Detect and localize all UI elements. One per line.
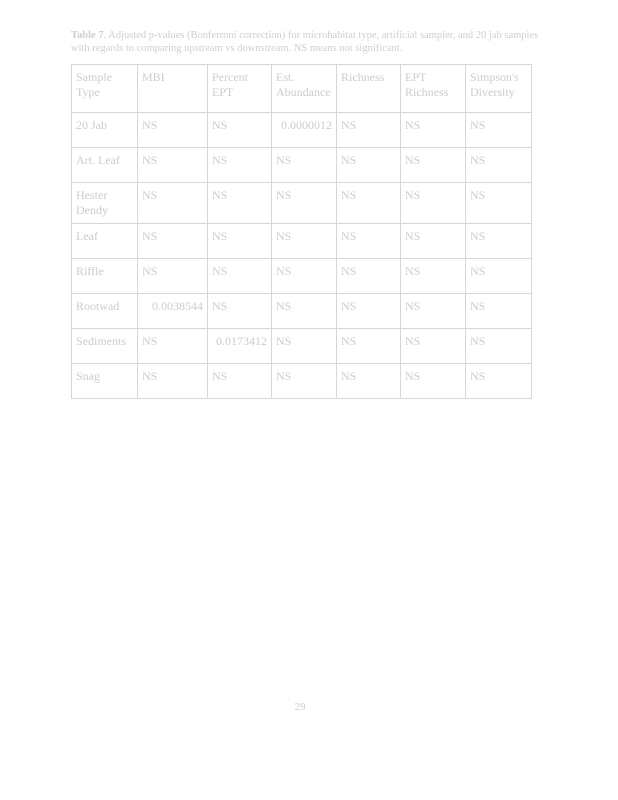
table-cell: NS <box>138 364 208 399</box>
column-header: EPT Richness <box>401 65 466 113</box>
table-cell: NS <box>401 183 466 224</box>
table-cell: NS <box>208 259 272 294</box>
table-cell: NS <box>401 113 466 148</box>
column-header: Simpson's Diversity <box>466 65 532 113</box>
table-cell: NS <box>401 329 466 364</box>
table-cell: Snag <box>72 364 138 399</box>
table-row <box>72 259 532 294</box>
table-cell: NS <box>208 364 272 399</box>
table-cell: NS <box>208 183 272 224</box>
table-cell: NS <box>138 329 208 364</box>
table-cell: Art. Leaf <box>72 148 138 183</box>
table-row <box>72 224 532 259</box>
table-row <box>72 294 532 329</box>
table-cell: NS <box>466 113 532 148</box>
table-cell: NS <box>337 113 401 148</box>
column-header: Percent EPT <box>208 65 272 113</box>
table-caption <box>71 29 541 55</box>
table-row <box>72 113 532 148</box>
table-cell: NS <box>337 224 401 259</box>
table-cell: NS <box>138 148 208 183</box>
table-cell: 0.0173412 <box>208 329 272 364</box>
table-cell: Hester Dendy <box>72 183 138 224</box>
table-row <box>72 183 532 224</box>
table-cell: NS <box>337 259 401 294</box>
table-cell: NS <box>337 364 401 399</box>
table-cell: 0.0038544 <box>138 294 208 329</box>
table-cell: NS <box>272 294 337 329</box>
table-cell: NS <box>337 329 401 364</box>
table-cell: NS <box>272 224 337 259</box>
table-cell: NS <box>466 329 532 364</box>
table-cell: NS <box>272 148 337 183</box>
table-cell: 0.0000012 <box>272 113 337 148</box>
table-cell: NS <box>401 294 466 329</box>
table-cell: NS <box>208 294 272 329</box>
table-cell: Leaf <box>72 224 138 259</box>
table-cell: NS <box>138 113 208 148</box>
table-cell: NS <box>466 183 532 224</box>
caption-text: . Adjusted p-values (Bonferroni correction) for microhabitat type, artificial sampler, and 20 jab samples with regards to comparing upstream vs downstream. NS means not significant. <box>71 30 539 54</box>
table-row <box>72 364 532 399</box>
table-cell: NS <box>466 224 532 259</box>
column-header: Sample Type <box>72 65 138 113</box>
column-header: Est. Abundance <box>272 65 337 113</box>
table-cell: 20 Jab <box>72 113 138 148</box>
page-number: 29 <box>294 701 306 713</box>
table-cell: NS <box>466 148 532 183</box>
table-cell: NS <box>401 259 466 294</box>
results-table <box>71 64 532 399</box>
table-cell: Riffle <box>72 259 138 294</box>
table-cell: NS <box>208 224 272 259</box>
table-cell: NS <box>337 183 401 224</box>
table-cell: NS <box>272 364 337 399</box>
table-cell: NS <box>401 148 466 183</box>
table-cell: NS <box>138 183 208 224</box>
table-cell: NS <box>337 148 401 183</box>
table-cell: NS <box>466 294 532 329</box>
table-cell: NS <box>466 259 532 294</box>
table-row <box>72 148 532 183</box>
table-cell: NS <box>138 224 208 259</box>
table-cell: NS <box>466 364 532 399</box>
table-cell: NS <box>208 148 272 183</box>
table-cell: Rootwad <box>72 294 138 329</box>
table-cell: NS <box>337 294 401 329</box>
table-cell: NS <box>208 113 272 148</box>
header-row <box>72 65 532 113</box>
column-header: MBI <box>138 65 208 113</box>
column-header: Richness <box>337 65 401 113</box>
table-cell: NS <box>138 259 208 294</box>
table-cell: Sediments <box>72 329 138 364</box>
table-cell: NS <box>272 329 337 364</box>
table-row <box>72 329 532 364</box>
table-cell: NS <box>272 183 337 224</box>
caption-label: Table 7 <box>71 30 104 41</box>
table-cell: NS <box>401 364 466 399</box>
table-cell: NS <box>272 259 337 294</box>
table-cell: NS <box>401 224 466 259</box>
